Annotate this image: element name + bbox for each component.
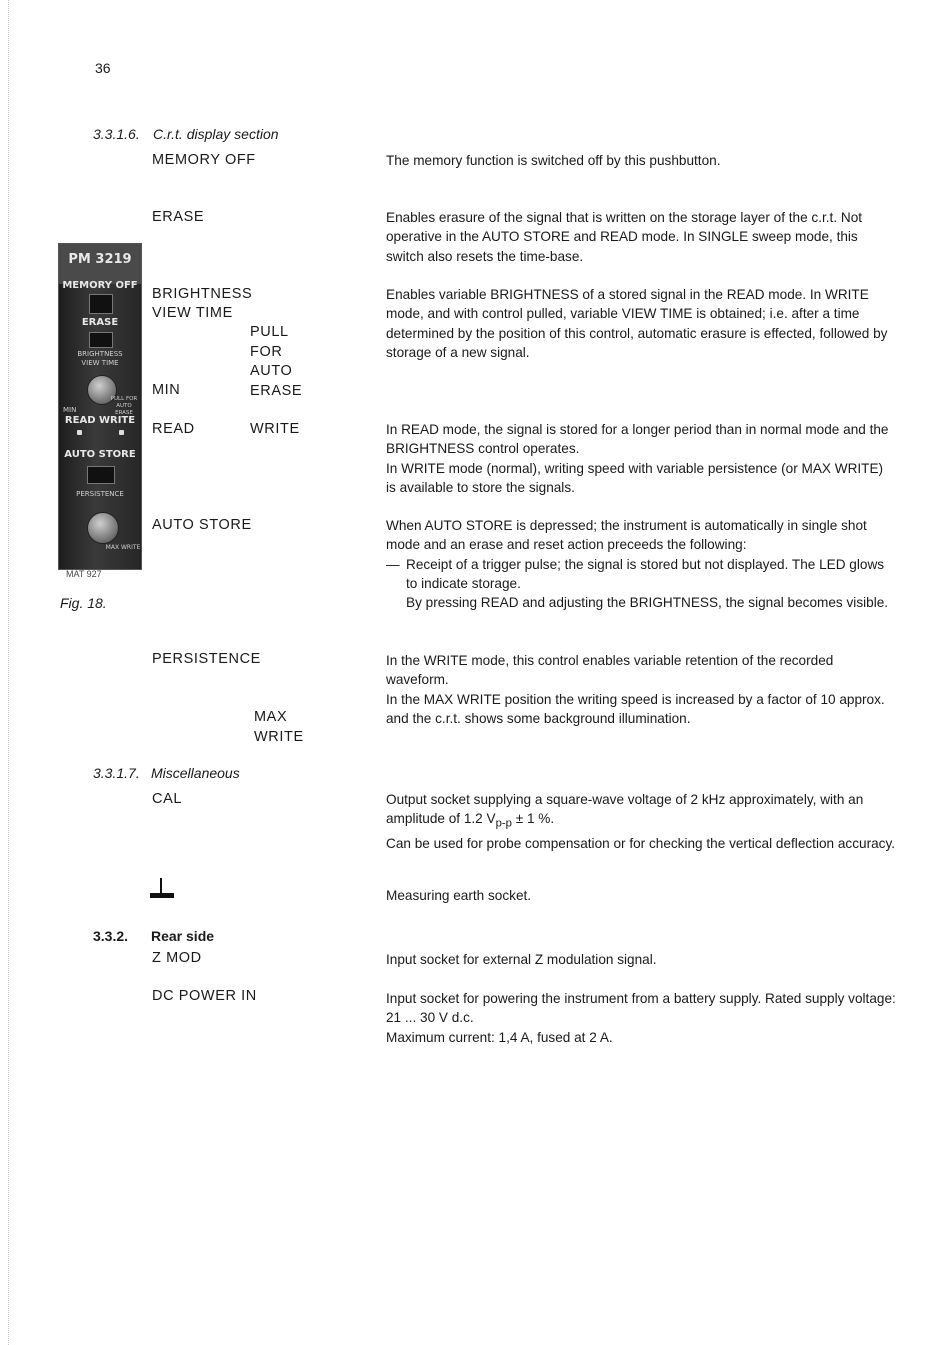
auto-store-list-item	[386, 555, 896, 594]
panel-erase: ERASE	[81, 317, 119, 328]
cal-text-sub: p-p	[495, 818, 512, 831]
panel-read-write: READ WRITE	[64, 415, 136, 426]
section-title-rear: Rear side	[151, 928, 215, 944]
label-auto-store: AUTO STORE	[152, 517, 252, 533]
front-panel-image	[58, 243, 142, 570]
desc-z-mod	[386, 950, 896, 969]
pull-line: ERASE	[250, 382, 303, 399]
page-margin-line	[8, 0, 10, 1345]
desc-auto-store	[386, 516, 896, 612]
erase-button	[89, 332, 113, 348]
list-dash: —	[386, 556, 400, 572]
label-write: WRITE	[250, 421, 300, 437]
auto-store-trigger-text: Receipt of a trigger pulse; the signal is stored but not displayed. The LED glows to indicate storage.	[406, 556, 885, 591]
panel-min: MIN	[63, 406, 77, 414]
desc-erase	[386, 208, 896, 266]
figure-caption: Fig. 18.	[60, 595, 107, 611]
desc-max-write-text: In the MAX WRITE position the writing speed is increased by a factor of 10 approx. and the c.r.t. shows some background illumination.	[386, 691, 885, 726]
desc-brightness	[386, 285, 896, 362]
desc-brightness-text: Enables variable BRIGHTNESS of a stored signal in the READ mode. In WRITE mode, and with control pulled, variable VIEW TIME is obtained; i.e. after a time determined by the position of this control, automatic erasure is effected, followed by storage of a new signal.	[386, 287, 888, 360]
section-title-crt: C.r.t. display section	[153, 126, 279, 142]
max-write-line: MAX	[254, 709, 288, 725]
desc-dc-power-current: Maximum current: 1,4 A, fused at 2 A.	[386, 1029, 613, 1045]
max-write-line: WRITE	[254, 728, 304, 745]
label-z-mod: Z MOD	[152, 950, 202, 966]
auto-store-read-text: By pressing READ and adjusting the BRIGHTNESS, the signal becomes visible.	[406, 595, 889, 611]
label-dc-power-in: DC POWER IN	[152, 988, 257, 1004]
panel-auto-store: AUTO STORE	[64, 449, 136, 460]
label-erase: ERASE	[152, 209, 205, 225]
desc-erase-text: Enables erasure of the signal that is written on the storage layer of the c.r.t. Not operative in the AUTO STORE and READ mode. In SINGLE sweep mode, this switch also resets the time-base.	[386, 210, 863, 264]
section-number-crt: 3.3.1.6.	[93, 126, 140, 142]
panel-memory-off: MEMORY OFF	[62, 280, 138, 291]
label-brightness: BRIGHTNESS	[152, 286, 253, 302]
desc-memory-off	[386, 151, 896, 170]
desc-dc-power-text: Input socket for powering the instrument from a battery supply. Rated supply voltage: 21 ... 30 V d.c.	[386, 991, 896, 1026]
section-number-rear: 3.3.2.	[93, 928, 129, 944]
label-cal: CAL	[152, 791, 183, 807]
desc-z-mod-text: Input socket for external Z modulation signal.	[386, 952, 657, 967]
desc-write-text: In WRITE mode (normal), writing speed with variable persistence (or MAX WRITE) is available to store the signals.	[386, 460, 884, 495]
figure-code: MAT 927	[66, 569, 102, 579]
label-persistence: PERSISTENCE	[152, 651, 261, 667]
desc-read-write	[386, 420, 896, 497]
section-number-misc: 3.3.1.7.	[93, 765, 140, 781]
desc-memory-off-text: The memory function is switched off by this pushbutton.	[386, 153, 721, 168]
desc-dc-power-in	[386, 989, 896, 1047]
led-indicator	[77, 430, 82, 435]
panel-title: PM 3219	[68, 252, 132, 267]
desc-earth-text: Measuring earth socket.	[386, 888, 532, 903]
persistence-knob	[87, 512, 119, 544]
desc-persistence	[386, 651, 896, 728]
led-indicator	[119, 430, 124, 435]
label-view-time: VIEW TIME	[152, 305, 233, 321]
desc-cal-usage: Can be used for probe compensation or for checking the vertical deflection accuracy.	[386, 836, 896, 852]
desc-cal-text	[386, 790, 896, 834]
desc-earth	[386, 886, 896, 905]
desc-auto-store-text: When AUTO STORE is depressed; the instrument is automatically in single shot mode and an erase and reset action preceeds the following:	[386, 518, 867, 553]
label-memory-off: MEMORY OFF	[152, 152, 256, 168]
earth-ground-icon	[150, 878, 176, 900]
label-pull-for-auto-erase	[250, 323, 302, 401]
panel-persistence: PERSISTENCE	[76, 490, 124, 498]
panel-brightness: BRIGHTNESS	[77, 350, 123, 358]
memory-off-button	[89, 294, 113, 314]
label-min: MIN	[152, 382, 181, 398]
pull-line: AUTO	[250, 363, 293, 379]
desc-cal	[386, 790, 896, 854]
page-number: 36	[95, 60, 111, 76]
cal-text-post: ± 1 %.	[511, 811, 555, 827]
pull-line: PULL	[250, 324, 289, 340]
section-title-misc: Miscellaneous	[151, 765, 240, 781]
pull-line: FOR	[250, 343, 283, 360]
desc-read-text: In READ mode, the signal is stored for a longer period than in normal mode and the BRIGHTNESS control operates.	[386, 422, 889, 457]
panel-max-write: MAX WRITE	[105, 544, 141, 551]
panel-view-time: VIEW TIME	[81, 359, 119, 367]
label-read: READ	[152, 421, 195, 437]
cal-text-pre: Output socket supplying a square-wave voltage of 2 kHz approximately, with an amplitude of 1.2 V	[386, 792, 864, 827]
label-max-write	[254, 708, 304, 747]
panel-pull-text: PULL FOR AUTO ERASE	[110, 396, 138, 416]
auto-store-button	[87, 466, 115, 484]
desc-persistence-text: In the WRITE mode, this control enables variable retention of the recorded waveform.	[386, 653, 834, 688]
